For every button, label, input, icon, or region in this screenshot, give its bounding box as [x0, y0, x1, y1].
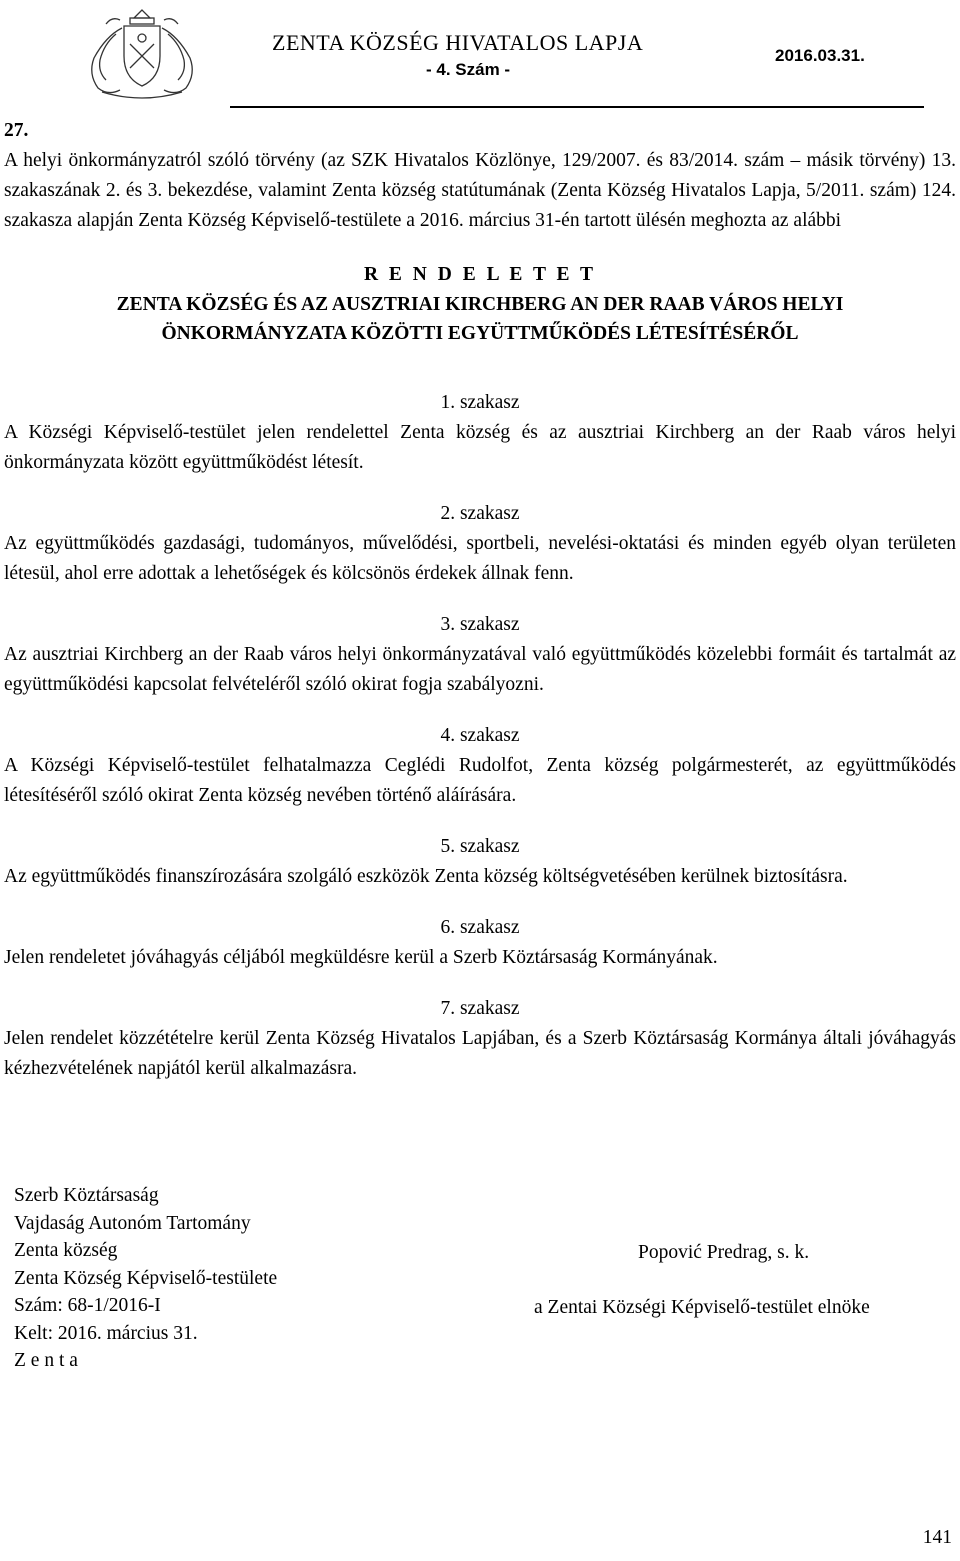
section-heading: 7. szakasz	[440, 998, 520, 1019]
issuer-line: Z e n t a	[14, 1350, 78, 1371]
section-text: Jelen rendeletet jóváhagyás céljából megküldésre kerül a Szerb Köztársaság Kormányának.	[4, 947, 718, 968]
document-body	[4, 116, 956, 1084]
preamble: A helyi önkormányzatról szóló törvény (az SZK Hivatalos Közlönye, 129/2007. és 83/2014. szám – másik törvény) 13. szakaszának 2. és 3. bekezdése, valamint Zenta község statútumának (Zenta Község Hivatalos Lapja, 5/2011. szám) 124. szakasza alapján Zenta Község Képviselő-testülete a 2016. március 31-én tartott ülésén meghozta az alábbi	[4, 150, 956, 231]
page-number: 141	[922, 1527, 952, 1548]
section-heading: 4. szakasz	[440, 725, 520, 746]
issuer-line: Zenta Község Képviselő-testülete	[14, 1267, 278, 1289]
signer-title: a Zentai Községi Képviselő-testület elnöke	[534, 1297, 870, 1318]
section-text: Az együttműködés gazdasági, tudományos, művelődési, sportbeli, nevelési-oktatási és minden egyéb olyan területen létesül, ahol erre adottak a lehetőségek és kölcsönös érdekek állnak fenn.	[4, 533, 956, 584]
section-heading: 6. szakasz	[440, 917, 520, 938]
section-text: Jelen rendelet közzétételre kerül Zenta Község Hivatalos Lapjában, és a Szerb Köztársaság Kormánya általi jóváhagyás kézhezvételének napjától kerül alkalmazásra.	[4, 1028, 956, 1079]
document-title: R E N D E L E T E T	[363, 264, 597, 285]
document-subtitle-line1: ZENTA KÖZSÉG ÉS AZ AUSZTRIAI KIRCHBERG AN DER RAAB VÁROS HELYI	[116, 294, 844, 315]
page-header	[0, 0, 960, 110]
issuer-line: Szerb Köztársaság	[14, 1185, 159, 1206]
section-heading: 2. szakasz	[440, 503, 520, 524]
document-subtitle-line2: ÖNKORMÁNYZATA KÖZÖTTI EGYÜTTMŰKÖDÉS LÉTESÍTÉSÉRŐL	[161, 323, 799, 344]
signer-name: Popović Predrag, s. k.	[638, 1242, 810, 1263]
section-text: A Községi Képviselő-testület felhatalmazza Ceglédi Rudolfot, Zenta község polgármesterét, az együttműködés létesítéséről szóló okirat Zenta község nevében történő aláírására.	[4, 755, 956, 806]
issuer-line: Kelt: 2016. március 31.	[14, 1322, 198, 1344]
header-rule	[230, 106, 924, 108]
issuer-line: Szám: 68-1/2016-I	[14, 1295, 161, 1316]
section-text: A Községi Képviselő-testület jelen rendelettel Zenta község és az ausztriai Kirchberg an der Raab város helyi önkormányzata között együttműködést létesít.	[4, 422, 956, 473]
section-text: Az ausztriai Kirchberg an der Raab város helyi önkormányzatával való együttműködés közelebbi formáit és tartalmát az együttműködési kapcsolat felvételéről szóló okirat fogja szabályozni.	[4, 644, 956, 695]
issuer-line: Zenta község	[14, 1240, 118, 1261]
document-number: 27.	[4, 120, 29, 141]
section-heading: 1. szakasz	[440, 392, 520, 413]
issuer-block	[14, 1182, 277, 1375]
section-heading: 3. szakasz	[440, 614, 520, 635]
journal-title: ZENTA KÖZSÉG HIVATALOS LAPJA	[272, 30, 644, 55]
issuer-line: Vajdaság Autonóm Tartomány	[14, 1212, 251, 1234]
issue-number: - 4. Szám -	[426, 60, 511, 79]
coat-of-arms-logo	[72, 4, 212, 104]
section-heading: 5. szakasz	[440, 836, 520, 857]
issue-date: 2016.03.31.	[775, 46, 865, 65]
section-text: Az együttműködés finanszírozására szolgáló eszközök Zenta község költségvetésében kerülnek biztosításra.	[4, 866, 848, 887]
